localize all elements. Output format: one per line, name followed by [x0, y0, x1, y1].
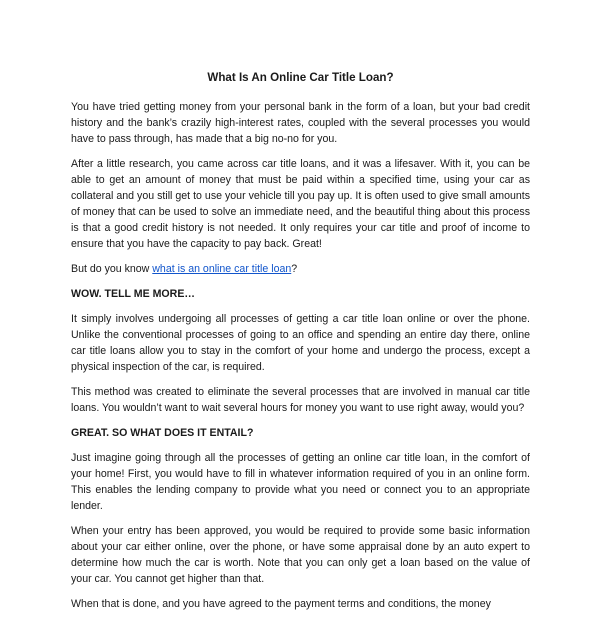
paragraph-payment-terms: When that is done, and you have agreed to the payment terms and conditions, the money: [71, 598, 491, 610]
question-text: But do you know: [71, 263, 153, 275]
paragraph-method: This method was created to eliminate the several processes that are involved in manual car title loans. You wouldn’t want to wait several hours for money you want to use right away, would you?: [71, 386, 530, 414]
paragraph-research: After a little research, you came across car title loans, and it was a lifesaver. With it, you can be able to get an amount of money that must be paid within a specified time, using your car as collateral and you still get to use your vehicle till you pay up. It is often used to give small amounts of money that can be used to solve an immediate need, and the beautiful thing about this process is that a good credit history is not needed. It only requires your car title and proof of income to ensure that you have the capacity to pay back. Great!: [71, 158, 530, 250]
paragraph-imagine: Just imagine going through all the processes of getting an online car title loan, in the comfort of your home! First, you would have to fill in whatever information required of you in an online form. This enables the lending company to provide what you need or connect you to an appropriate lender.: [71, 452, 530, 512]
online-car-title-loan-link[interactable]: what is an online car title loan: [152, 263, 292, 275]
document-title: What Is An Online Car Title Loan?: [207, 71, 394, 84]
document-page: [71, 70, 530, 621]
section-heading-tell-me-more: WOW. TELL ME MORE…: [71, 288, 195, 300]
paragraph-intro: You have tried getting money from your personal bank in the form of a loan, but your bad credit history and the bank’s crazily high-interest rates, coupled with the several processes you would have to pass through, has made that a big no-no for you.: [71, 101, 530, 145]
paragraph-online-process: It simply involves undergoing all processes of getting a car title loan online or over the phone. Unlike the conventional processes of going to an office and spending an entire day there, online car title loans allow you to stay in the comfort of your home and undergo the process, except a physical inspection of the car, is required.: [71, 313, 530, 373]
paragraph-question: [71, 261, 530, 277]
question-mark: ?: [291, 263, 298, 275]
section-heading-what-does-it-entail: GREAT. SO WHAT DOES IT ENTAIL?: [71, 427, 254, 439]
paragraph-approved: When your entry has been approved, you would be required to provide some basic information about your car either online, over the phone, or have some appraisal done by an auto expert to determine how much the car is worth. Note that you can only get a loan based on the value of your car. You cannot get higher than that.: [71, 525, 530, 585]
